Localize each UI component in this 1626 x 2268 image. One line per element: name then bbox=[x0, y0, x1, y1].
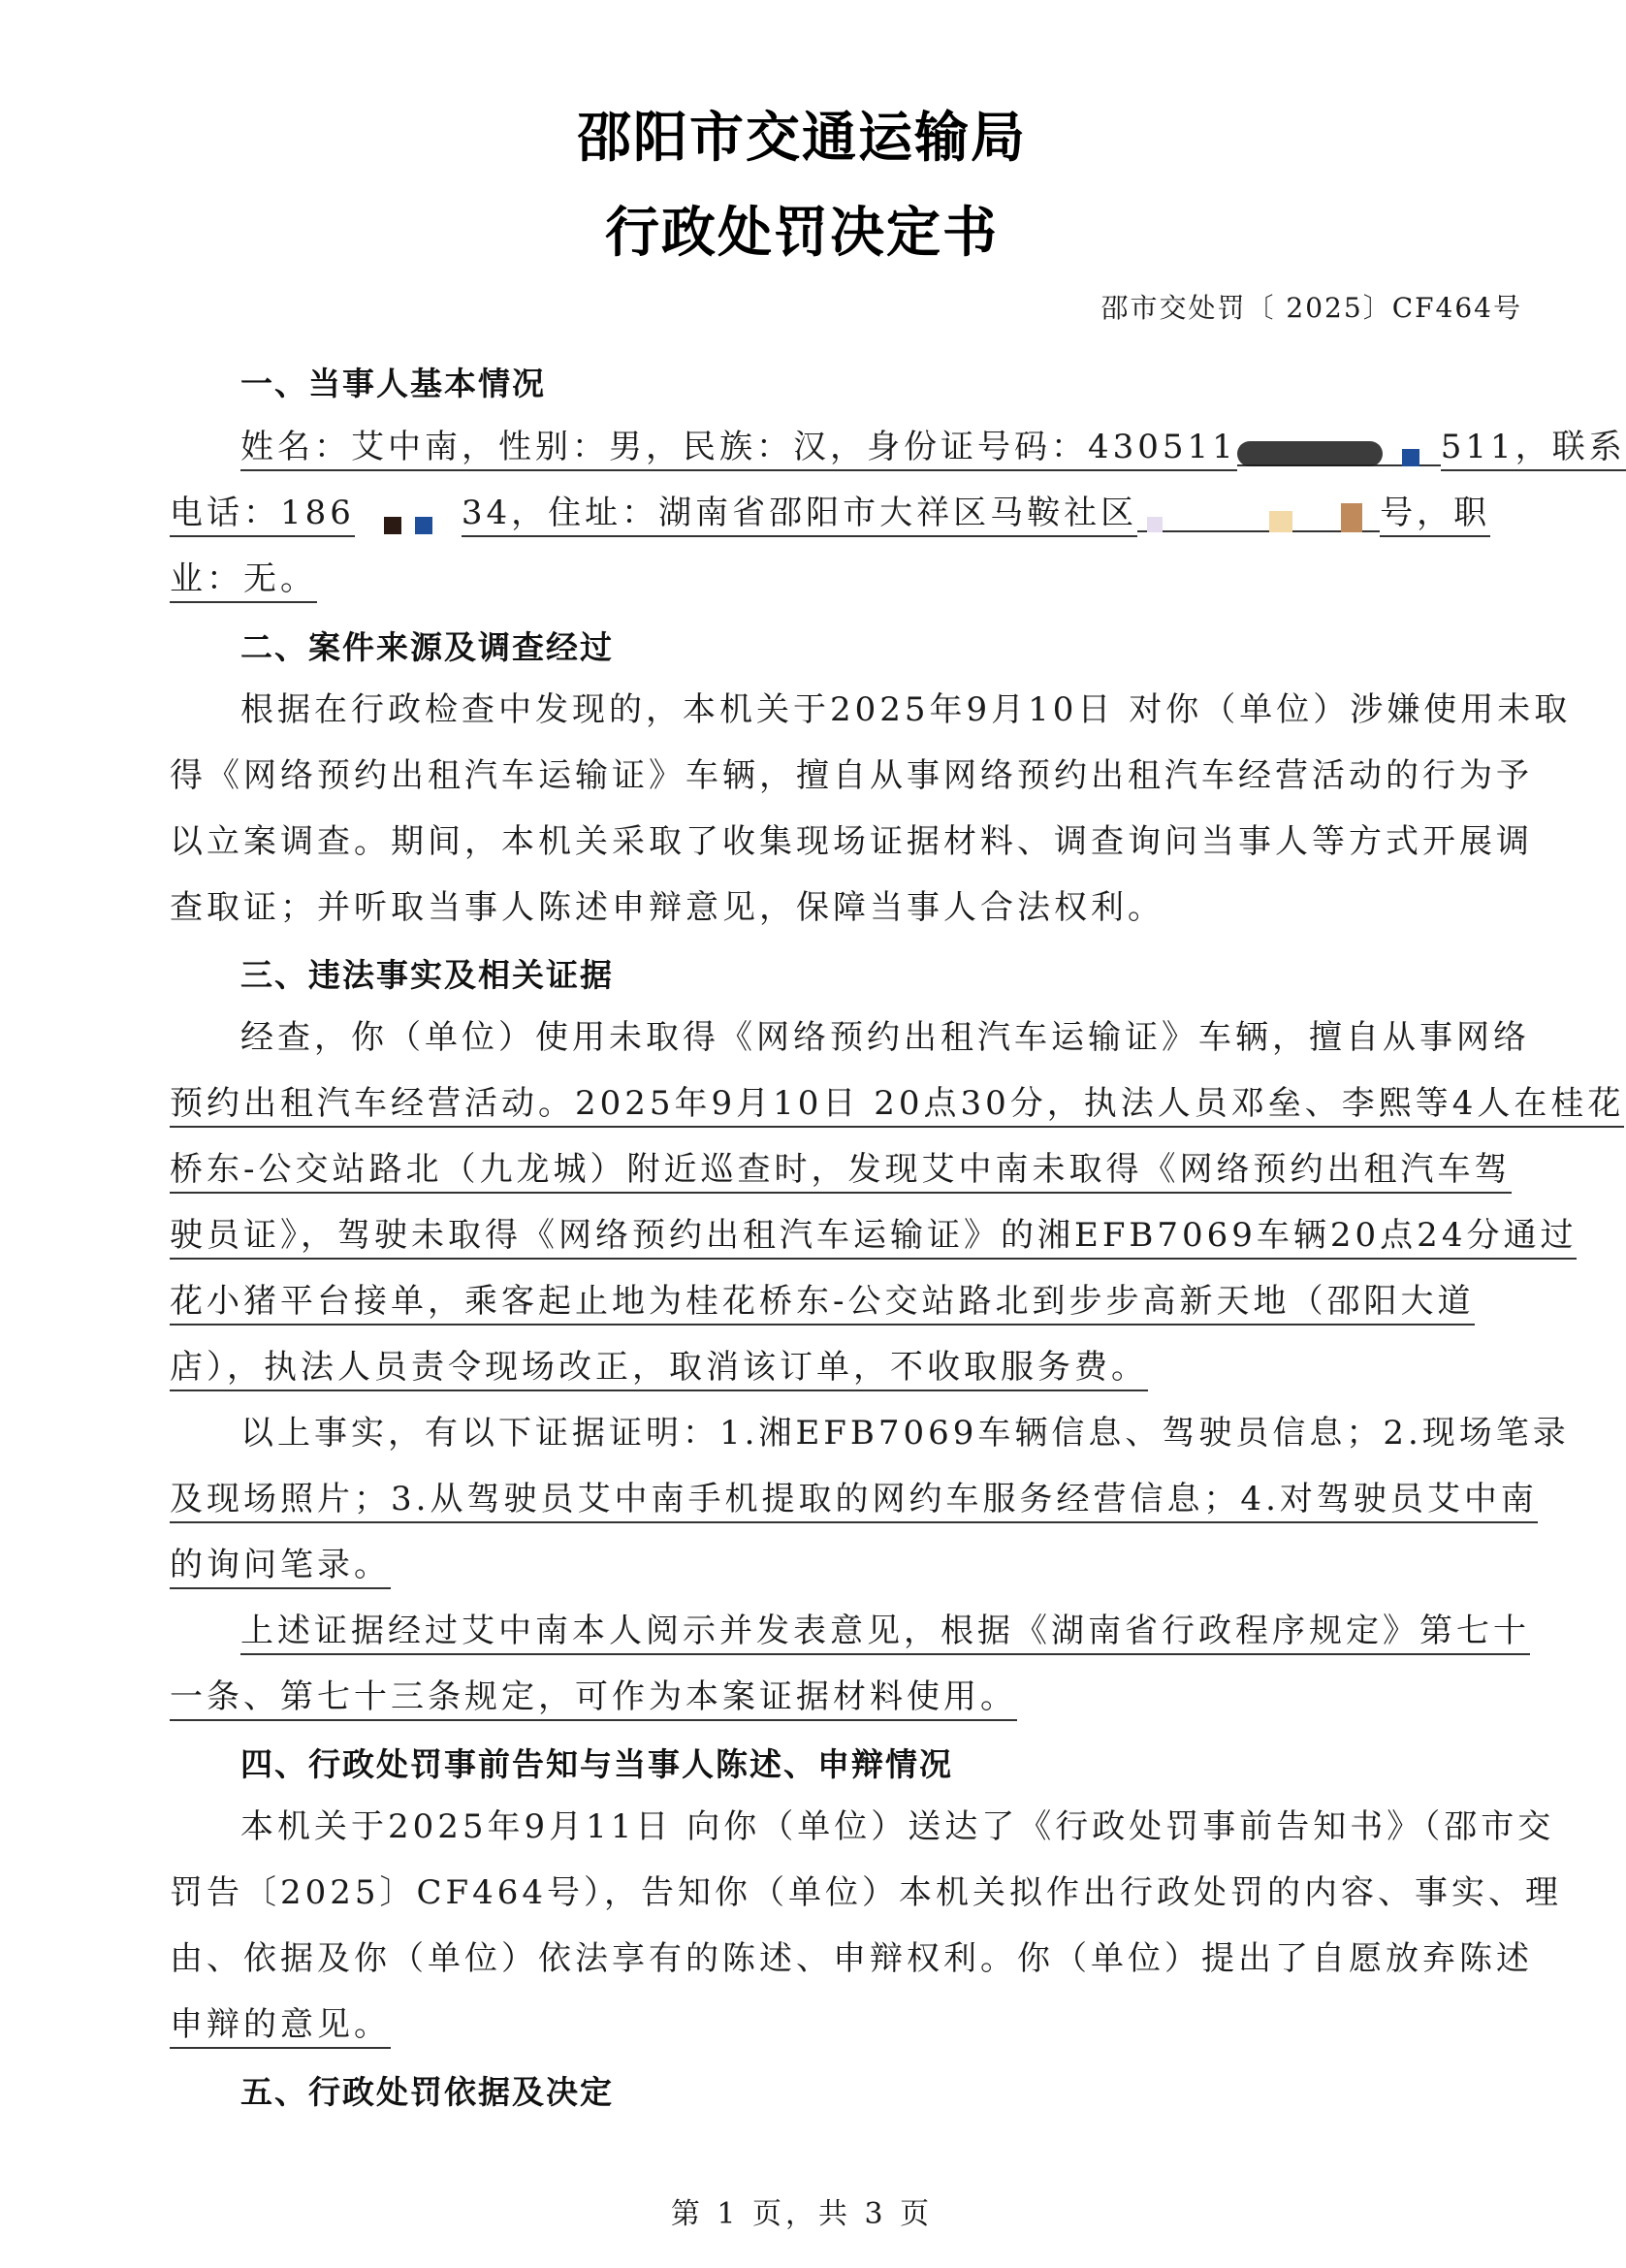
evidence-line-3 bbox=[170, 1542, 1529, 1588]
facts-line-6-text: 店），执法人员责令现场改正，取消该订单，不收取服务费。 bbox=[170, 1348, 1148, 1391]
facts-line-5 bbox=[170, 1278, 1529, 1325]
section-heading-prior-notice: 四、行政处罚事前告知与当事人陈述、申辩情况 bbox=[240, 1745, 953, 1783]
party-id-tail-text: 511，联系 bbox=[1441, 428, 1626, 471]
party-occupation-text: 业：无。 bbox=[170, 559, 317, 603]
facts-line-2-text: 预约出租汽车经营活动。2025年9月10日 20点30分，执法人员邓垒、李熙等4人在桂花 bbox=[170, 1084, 1624, 1128]
redacted-block bbox=[1137, 498, 1380, 532]
validity-line-2-text: 一条、第七十三条规定，可作为本案证据材料使用。 bbox=[170, 1677, 1017, 1721]
redacted-block bbox=[355, 500, 462, 529]
source-line-1: 根据在行政检查中发现的，本机关于2025年9月10日 对你（单位）涉嫌使用未取 bbox=[240, 690, 1572, 729]
validity-line-1 bbox=[240, 1608, 1529, 1654]
section-heading-case-source: 二、案件来源及调查经过 bbox=[240, 628, 614, 666]
evidence-line-2-text: 及现场照片；3.从驾驶员艾中南手机提取的网约车服务经营信息；4.对驾驶员艾中南 bbox=[170, 1480, 1538, 1523]
party-line-2 bbox=[170, 490, 1529, 536]
validity-line-1-text: 上述证据经过艾中南本人阅示并发表意见，根据《湖南省行政程序规定》第七十 bbox=[240, 1612, 1530, 1655]
facts-line-3 bbox=[170, 1146, 1529, 1193]
agency-title: 邵阳市交通运输局 bbox=[577, 107, 1027, 170]
facts-line-2 bbox=[170, 1080, 1625, 1127]
facts-line-1: 经查，你（单位）使用未取得《网络预约出租汽车运输证》车辆，擅自从事网络 bbox=[240, 1018, 1530, 1057]
section-heading-party-info: 一、当事人基本情况 bbox=[240, 365, 546, 402]
document-type-title: 行政处罚决定书 bbox=[605, 202, 999, 265]
party-phone-label: 电话：186 bbox=[170, 494, 355, 537]
evidence-line-1: 以上事实，有以下证据证明：1.湘EFB7069车辆信息、驾驶员信息；2.现场笔录 bbox=[240, 1414, 1570, 1453]
party-line-3 bbox=[170, 556, 1529, 602]
facts-line-3-text: 桥东-公交站路北（九龙城）附近巡查时，发现艾中南未取得《网络预约出租汽车驾 bbox=[170, 1150, 1512, 1194]
validity-line-2 bbox=[170, 1674, 1529, 1720]
notice-line-1: 本机关于2025年9月11日 向你（单位）送达了《行政处罚事前告知书》（邵市交 bbox=[240, 1807, 1555, 1846]
source-line-4: 查取证；并听取当事人陈述申辩意见，保障当事人合法权利。 bbox=[170, 888, 1164, 927]
section-heading-facts: 三、违法事实及相关证据 bbox=[240, 956, 614, 994]
notice-line-3: 由、依据及你（单位）依法享有的陈述、申辩权利。你（单位）提出了自愿放弃陈述 bbox=[170, 1939, 1533, 1978]
notice-line-4-text: 申辩的意见。 bbox=[170, 2005, 391, 2049]
party-address-text: 34，住址：湖南省邵阳市大祥区马鞍社区 bbox=[462, 494, 1137, 537]
evidence-line-2 bbox=[170, 1476, 1538, 1522]
page-number-footer: 第 1 页，共 3 页 bbox=[670, 2197, 934, 2231]
facts-line-4-text: 驶员证》，驾驶未取得《网络预约出租汽车运输证》的湘EFB7069车辆20点24分通过 bbox=[170, 1216, 1577, 1260]
document-number: 邵市交处罚〔 2025〕CF464号 bbox=[1100, 292, 1522, 324]
party-name-id-text: 姓名：艾中南，性别：男，民族：汉，身份证号码：430511 bbox=[240, 428, 1237, 471]
party-address-tail-text: 号，职 bbox=[1380, 494, 1490, 537]
source-line-2: 得《网络预约出租汽车运输证》车辆，擅自从事网络预约出租汽车经营活动的行为予 bbox=[170, 756, 1533, 795]
source-line-3: 以立案调查。期间，本机关采取了收集现场证据材料、调查询问当事人等方式开展调 bbox=[170, 822, 1533, 861]
redacted-block bbox=[1237, 432, 1383, 466]
party-line-1 bbox=[240, 424, 1626, 470]
facts-line-4 bbox=[170, 1212, 1578, 1259]
section-heading-decision: 五、行政处罚依据及决定 bbox=[240, 2073, 614, 2111]
facts-line-5-text: 花小猪平台接单，乘客起止地为桂花桥东-公交站路北到步步高新天地（邵阳大道 bbox=[170, 1282, 1475, 1326]
facts-line-6 bbox=[170, 1344, 1529, 1390]
notice-line-2: 罚告〔2025〕CF464号），告知你（单位）本机关拟作出行政处罚的内容、事实、理 bbox=[170, 1873, 1563, 1912]
redacted-block bbox=[1383, 432, 1441, 466]
evidence-line-3-text: 的询问笔录。 bbox=[170, 1546, 391, 1589]
notice-line-4 bbox=[170, 2001, 1529, 2048]
